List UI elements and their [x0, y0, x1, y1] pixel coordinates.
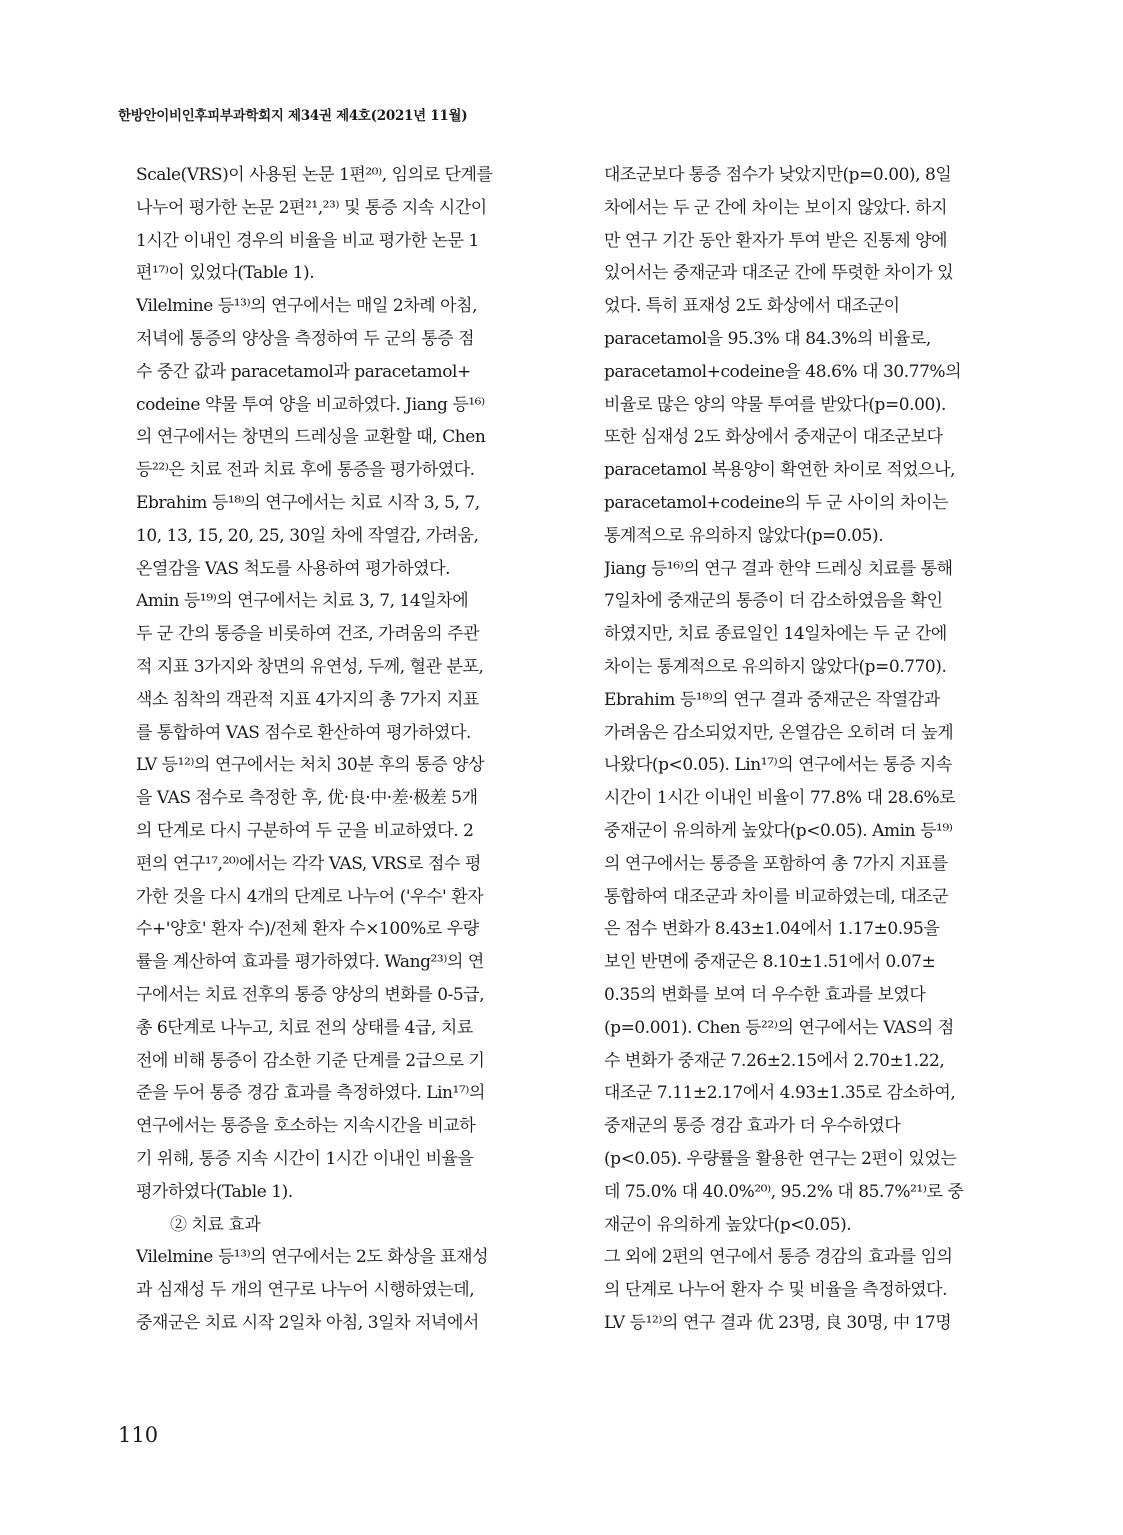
text-line: 시간이 1시간 이내인 비율이 77.8% 대 28.6%로: [604, 788, 956, 809]
text-line: 차에서는 두 군 간에 차이는 보이지 않았다. 하지: [604, 197, 948, 218]
text-line: Vilelmine 등¹³⁾의 연구에서는 2도 화상을 표재성: [136, 1247, 489, 1268]
text-line: 를 통합하여 VAS 점수로 환산하여 평가하였다.: [136, 722, 471, 743]
text-line: 색소 침착의 객관적 지표 4가지의 총 7가지 지표: [136, 689, 479, 710]
text-line: paracetamol+codeine의 두 군 사이의 차이는: [604, 492, 949, 513]
text-line: Ebrahim 등¹⁸⁾의 연구에서는 치료 시작 3, 5, 7,: [136, 492, 480, 513]
text-line: 비율로 많은 양의 약물 투여를 받았다(p=0.00).: [604, 394, 946, 415]
text-line: 연구에서는 통증을 호소하는 지속시간을 비교하: [136, 1116, 476, 1137]
text-line: 가려움은 감소되었지만, 온열감은 오히려 더 높게: [604, 722, 954, 743]
text-line: 저녁에 통증의 양상을 측정하여 두 군의 통증 점: [136, 328, 475, 349]
text-line: 었다. 특히 표재성 2도 화상에서 대조군이: [604, 296, 900, 317]
text-line: 전에 비해 통증이 감소한 기준 단계를 2급으로 기: [136, 1050, 485, 1071]
page-number: 110: [118, 1423, 159, 1447]
text-line: 총 6단계로 나누고, 치료 전의 상태를 4급, 치료: [136, 1017, 473, 1038]
text-line: 률을 계산하여 효과를 평가하였다. Wang²³⁾의 연: [136, 952, 484, 973]
text-line: 두 군 간의 통증을 비롯하여 건조, 가려움의 주관: [136, 624, 480, 645]
text-line: 수 변화가 중재군 7.26±2.15에서 2.70±1.22,: [604, 1050, 945, 1071]
text-line: 보인 반면에 중재군은 8.10±1.51에서 0.07±: [604, 952, 936, 973]
text-line: 의 연구에서는 통증을 포함하여 총 7가지 지표를: [604, 853, 948, 874]
text-line: 나왔다(p<0.05). Lin¹⁷⁾의 연구에서는 통증 지속: [604, 755, 952, 776]
text-line: 1시간 이내인 경우의 비율을 비교 평가한 논문 1: [136, 230, 479, 251]
text-line: 구에서는 치료 전후의 통증 양상의 변화를 0-5급,: [136, 984, 485, 1005]
text-line: 평가하였다(Table 1).: [136, 1181, 293, 1202]
right-column: [604, 159, 1006, 1340]
text-line: 있어서는 중재군과 대조군 간에 뚜렷한 차이가 있: [604, 263, 954, 284]
text-line: 통계적으로 유의하지 않았다(p=0.05).: [604, 525, 884, 546]
text-line: 0.35의 변화를 보여 더 우수한 효과를 보였다: [604, 984, 926, 1005]
text-line: 데 75.0% 대 40.0%²⁰⁾, 95.2% 대 85.7%²¹⁾로 중: [604, 1181, 964, 1202]
text-line: 통합하여 대조군과 차이를 비교하였는데, 대조군: [604, 886, 949, 907]
text-line: 준을 두어 통증 경감 효과를 측정하였다. Lin¹⁷⁾의: [136, 1083, 485, 1104]
left-column: [136, 159, 536, 1340]
text-line: 만 연구 기간 동안 환자가 투여 받은 진통제 양에: [604, 230, 948, 251]
text-line: (p<0.05). 우량률을 활용한 연구는 2편이 있었는: [604, 1148, 957, 1169]
text-line: 과 심재성 두 개의 연구로 나누어 시행하였는데,: [136, 1280, 475, 1301]
text-line: 차이는 통계적으로 유의하지 않았다(p=0.770).: [604, 656, 947, 677]
running-header: 한방안이비인후피부과학회지 제34권 제4호(2021년 11월): [118, 108, 468, 124]
text-line: (p=0.001). Chen 등²²⁾의 연구에서는 VAS의 점: [604, 1017, 954, 1038]
text-line: ② 치료 효과: [170, 1214, 261, 1235]
text-line: 재군이 유의하게 높았다(p<0.05).: [604, 1214, 852, 1235]
text-line: 10, 13, 15, 20, 25, 30일 차에 작열감, 가려움,: [136, 525, 479, 546]
text-line: 중재군이 유의하게 높았다(p<0.05). Amin 등¹⁹⁾: [604, 820, 953, 841]
text-line: 대조군 7.11±2.17에서 4.93±1.35로 감소하여,: [604, 1083, 956, 1104]
text-line: 을 VAS 점수로 측정한 후, 优·良·中·差·极差 5개: [136, 788, 478, 809]
text-line: 의 단계로 나누어 환자 수 및 비율을 측정하였다.: [604, 1280, 948, 1301]
text-line: 중재군의 통증 경감 효과가 더 우수하였다: [604, 1116, 901, 1137]
text-line: 나누어 평가한 논문 2편²¹,²³⁾ 및 통증 지속 시간이: [136, 197, 487, 218]
text-line: 적 지표 3가지와 창면의 유연성, 두께, 혈관 분포,: [136, 656, 484, 677]
text-line: paracetamol+codeine을 48.6% 대 30.77%의: [604, 361, 962, 382]
text-line: 편¹⁷⁾이 있었다(Table 1).: [136, 263, 315, 284]
text-line: 기 위해, 통증 지속 시간이 1시간 이내인 비율을: [136, 1148, 474, 1169]
text-line: 또한 심재성 2도 화상에서 중재군이 대조군보다: [604, 427, 943, 448]
text-line: 하였지만, 치료 종료일인 14일차에는 두 군 간에: [604, 624, 947, 645]
text-line: 의 연구에서는 창면의 드레싱을 교환할 때, Chen: [136, 427, 486, 448]
text-line: 7일차에 중재군의 통증이 더 감소하였음을 확인: [604, 591, 943, 612]
text-line: 의 단계로 다시 구분하여 두 군을 비교하였다. 2: [136, 820, 474, 841]
text-line: 그 외에 2편의 연구에서 통증 경감의 효과를 임의: [604, 1247, 953, 1268]
text-line: 은 점수 변화가 8.43±1.04에서 1.17±0.95을: [604, 919, 940, 940]
text-line: 등²²⁾은 치료 전과 치료 후에 통증을 평가하였다.: [136, 460, 475, 481]
text-line: 수+'양호' 환자 수)/전체 환자 수×100%로 우량: [136, 919, 479, 940]
text-line: LV 등¹²⁾의 연구에서는 처치 30분 후의 통증 양상: [136, 755, 485, 776]
text-line: 온열감을 VAS 척도를 사용하여 평가하였다.: [136, 558, 451, 579]
text-line: Vilelmine 등¹³⁾의 연구에서는 매일 2차례 아침,: [136, 296, 478, 317]
text-line: Amin 등¹⁹⁾의 연구에서는 치료 3, 7, 14일차에: [136, 591, 469, 612]
text-line: 가한 것을 다시 4개의 단계로 나누어 ('우수' 환자: [136, 886, 484, 907]
text-line: 편의 연구¹⁷,²⁰⁾에서는 각각 VAS, VRS로 점수 평: [136, 853, 481, 874]
text-line: codeine 약물 투여 양을 비교하였다. Jiang 등¹⁶⁾: [136, 394, 485, 415]
text-line: 중재군은 치료 시작 2일차 아침, 3일차 저녁에서: [136, 1312, 479, 1333]
text-line: paracetamol 복용양이 확연한 차이로 적었으나,: [604, 460, 956, 481]
text-line: Scale(VRS)이 사용된 논문 1편²⁰⁾, 임의로 단계를: [136, 165, 493, 185]
text-line: Ebrahim 등¹⁸⁾의 연구 결과 중재군은 작열감과: [604, 689, 940, 710]
text-line: LV 등¹²⁾의 연구 결과 优 23명, 良 30명, 中 17명: [604, 1312, 952, 1333]
text-line: Jiang 등¹⁶⁾의 연구 결과 한약 드레싱 치료를 통해: [604, 558, 953, 579]
text-line: paracetamol을 95.3% 대 84.3%의 비율로,: [604, 328, 931, 349]
text-line: 대조군보다 통증 점수가 낮았지만(p=0.00), 8일: [604, 165, 952, 185]
text-line: 수 중간 값과 paracetamol과 paracetamol+: [136, 361, 471, 382]
